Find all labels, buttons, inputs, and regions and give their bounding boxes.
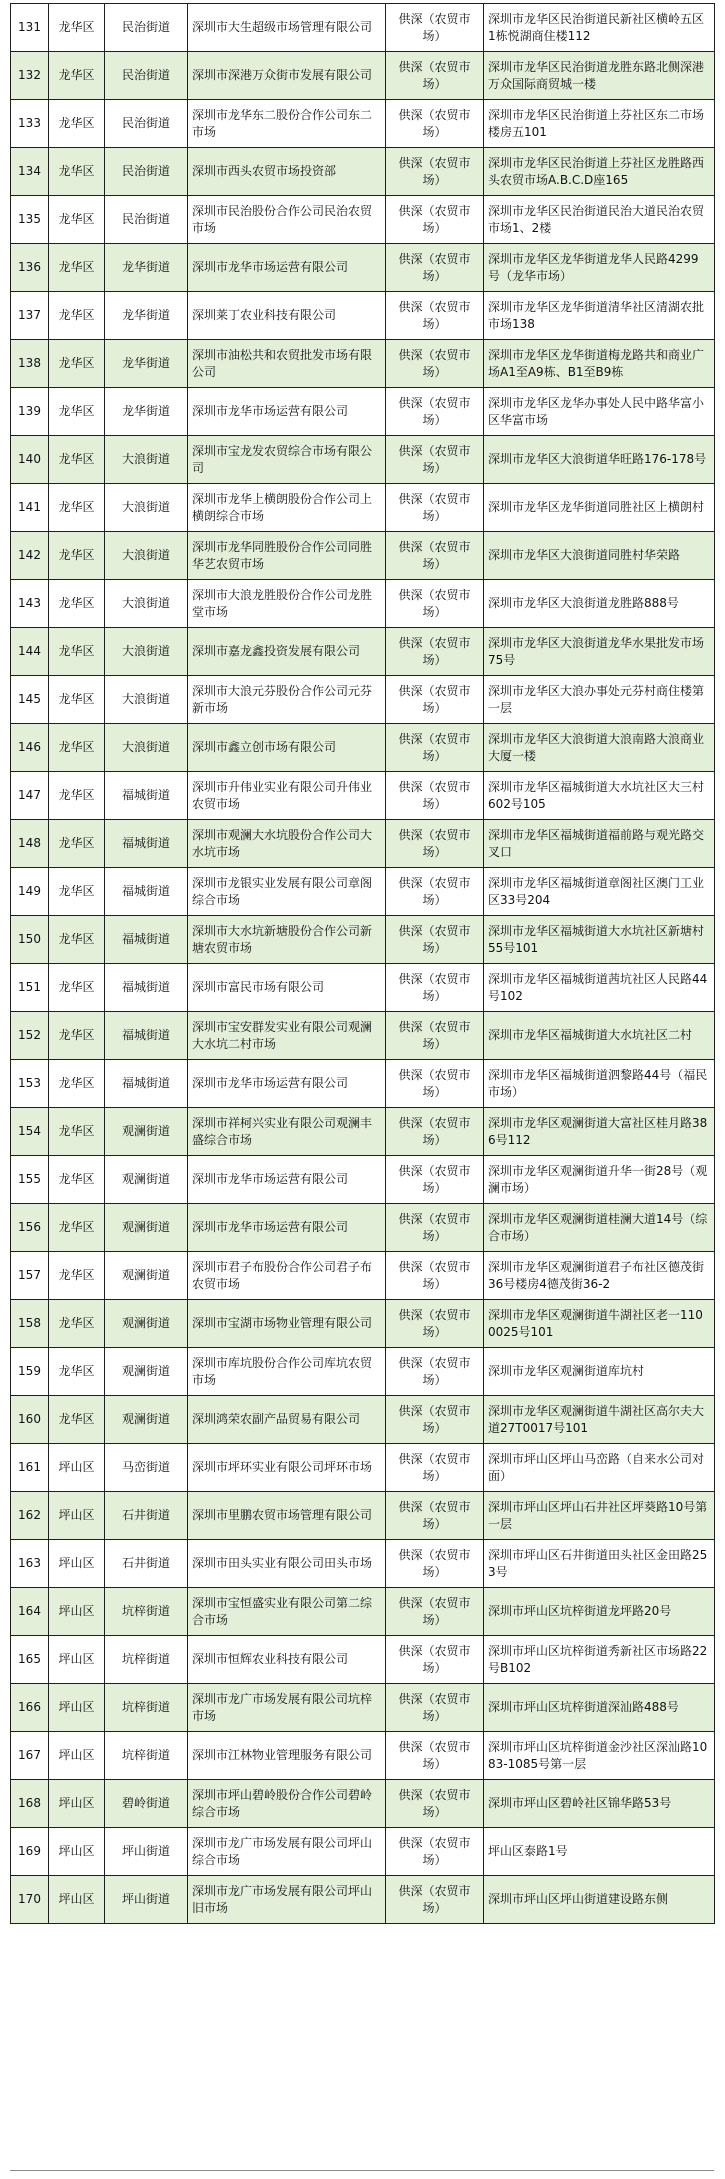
row-number: 138 bbox=[11, 340, 49, 388]
market-type-cell: 供深（农贸市场） bbox=[386, 196, 484, 244]
address-cell: 深圳市龙华区福城街道茜坑社区人民路44号102 bbox=[484, 964, 715, 1012]
market-type-cell: 供深（农贸市场） bbox=[386, 1636, 484, 1684]
address-cell: 深圳市坪山区坪山马峦路（自来水公司对面） bbox=[484, 1444, 715, 1492]
company-name-cell: 深圳市宝恒盛实业有限公司第二综合市场 bbox=[188, 1588, 386, 1636]
address-cell: 深圳市坪山区坑梓街道秀新社区市场路22号B102 bbox=[484, 1636, 715, 1684]
market-type-cell: 供深（农贸市场） bbox=[386, 1252, 484, 1300]
market-type-cell: 供深（农贸市场） bbox=[386, 724, 484, 772]
street-cell: 民治街道 bbox=[105, 4, 188, 52]
table-row bbox=[11, 436, 715, 484]
company-name-cell: 深圳市龙华市场运营有限公司 bbox=[188, 244, 386, 292]
market-type-cell: 供深（农贸市场） bbox=[386, 340, 484, 388]
table-row bbox=[11, 1636, 715, 1684]
market-type-cell: 供深（农贸市场） bbox=[386, 52, 484, 100]
street-cell: 福城街道 bbox=[105, 772, 188, 820]
street-cell: 大浪街道 bbox=[105, 532, 188, 580]
company-name-cell: 深圳市深港万众街市发展有限公司 bbox=[188, 52, 386, 100]
address-cell: 深圳市龙华区观澜街道牛湖社区老一1100025号101 bbox=[484, 1300, 715, 1348]
street-cell: 观澜街道 bbox=[105, 1300, 188, 1348]
address-cell: 深圳市龙华区福城街道章阁社区澳门工业区33号204 bbox=[484, 868, 715, 916]
district-cell: 龙华区 bbox=[49, 676, 105, 724]
company-name-cell: 深圳市祥柯兴实业有限公司观澜丰盛综合市场 bbox=[188, 1108, 386, 1156]
district-cell: 龙华区 bbox=[49, 1156, 105, 1204]
address-cell: 深圳市龙华区福城街道大水坑社区二村 bbox=[484, 1012, 715, 1060]
company-name-cell: 深圳市龙华上横朗股份合作公司上横朗综合市场 bbox=[188, 484, 386, 532]
table-row bbox=[11, 1060, 715, 1108]
address-cell: 深圳市龙华区民治街道民治大道民治农贸市场1、2楼 bbox=[484, 196, 715, 244]
table-row bbox=[11, 52, 715, 100]
district-cell: 龙华区 bbox=[49, 436, 105, 484]
company-name-cell: 深圳市龙华市场运营有限公司 bbox=[188, 1204, 386, 1252]
market-type-cell: 供深（农贸市场） bbox=[386, 1396, 484, 1444]
company-name-cell: 深圳市龙广市场发展有限公司坑梓市场 bbox=[188, 1684, 386, 1732]
table-row bbox=[11, 4, 715, 52]
market-type-cell: 供深（农贸市场） bbox=[386, 1060, 484, 1108]
street-cell: 龙华街道 bbox=[105, 292, 188, 340]
address-cell: 深圳市坪山区坪山街道建设路东侧 bbox=[484, 1876, 715, 1924]
company-name-cell: 深圳鸿荣农副产品贸易有限公司 bbox=[188, 1396, 386, 1444]
street-cell: 石井街道 bbox=[105, 1540, 188, 1588]
address-cell: 深圳市坪山区碧岭社区锦华路53号 bbox=[484, 1780, 715, 1828]
district-cell: 龙华区 bbox=[49, 244, 105, 292]
street-cell: 坑梓街道 bbox=[105, 1636, 188, 1684]
market-type-cell: 供深（农贸市场） bbox=[386, 772, 484, 820]
table-row bbox=[11, 148, 715, 196]
row-number: 158 bbox=[11, 1300, 49, 1348]
row-number: 133 bbox=[11, 100, 49, 148]
street-cell: 龙华街道 bbox=[105, 388, 188, 436]
row-number: 140 bbox=[11, 436, 49, 484]
company-name-cell: 深圳市坪环实业有限公司坪环市场 bbox=[188, 1444, 386, 1492]
address-cell: 深圳市坪山区石井街道田头社区金田路253号 bbox=[484, 1540, 715, 1588]
company-name-cell: 深圳市龙华市场运营有限公司 bbox=[188, 1060, 386, 1108]
company-name-cell: 深圳市龙华市场运营有限公司 bbox=[188, 388, 386, 436]
district-cell: 龙华区 bbox=[49, 1060, 105, 1108]
market-type-cell: 供深（农贸市场） bbox=[386, 1348, 484, 1396]
street-cell: 观澜街道 bbox=[105, 1204, 188, 1252]
street-cell: 坪山街道 bbox=[105, 1828, 188, 1876]
market-type-cell: 供深（农贸市场） bbox=[386, 1156, 484, 1204]
district-cell: 龙华区 bbox=[49, 820, 105, 868]
market-type-cell: 供深（农贸市场） bbox=[386, 1828, 484, 1876]
street-cell: 观澜街道 bbox=[105, 1252, 188, 1300]
company-name-cell: 深圳市恒辉农业科技有限公司 bbox=[188, 1636, 386, 1684]
company-name-cell: 深圳市宝湖市场物业管理有限公司 bbox=[188, 1300, 386, 1348]
row-number: 165 bbox=[11, 1636, 49, 1684]
address-cell: 深圳市龙华区福城街道泗黎路44号（福民市场） bbox=[484, 1060, 715, 1108]
page-bottom-rule bbox=[10, 2170, 714, 2171]
street-cell: 观澜街道 bbox=[105, 1108, 188, 1156]
market-type-cell: 供深（农贸市场） bbox=[386, 1588, 484, 1636]
row-number: 154 bbox=[11, 1108, 49, 1156]
address-cell: 深圳市龙华区大浪街道华旺路176-178号 bbox=[484, 436, 715, 484]
table-row bbox=[11, 1876, 715, 1924]
district-cell: 坪山区 bbox=[49, 1828, 105, 1876]
company-name-cell: 深圳市里鹏农贸市场管理有限公司 bbox=[188, 1492, 386, 1540]
table-row bbox=[11, 1588, 715, 1636]
district-cell: 坪山区 bbox=[49, 1636, 105, 1684]
street-cell: 福城街道 bbox=[105, 1012, 188, 1060]
address-cell: 深圳市龙华区龙华街道龙华人民路4299号（龙华市场） bbox=[484, 244, 715, 292]
district-cell: 坪山区 bbox=[49, 1444, 105, 1492]
table-row bbox=[11, 628, 715, 676]
row-number: 147 bbox=[11, 772, 49, 820]
market-type-cell: 供深（农贸市场） bbox=[386, 1876, 484, 1924]
market-type-cell: 供深（农贸市场） bbox=[386, 580, 484, 628]
row-number: 143 bbox=[11, 580, 49, 628]
company-name-cell: 深圳市大生超级市场管理有限公司 bbox=[188, 4, 386, 52]
row-number: 161 bbox=[11, 1444, 49, 1492]
table-row bbox=[11, 820, 715, 868]
row-number: 157 bbox=[11, 1252, 49, 1300]
company-name-cell: 深圳市龙广市场发展有限公司坪山旧市场 bbox=[188, 1876, 386, 1924]
table-row bbox=[11, 196, 715, 244]
company-name-cell: 深圳市江林物业管理服务有限公司 bbox=[188, 1732, 386, 1780]
table-row bbox=[11, 916, 715, 964]
street-cell: 龙华街道 bbox=[105, 244, 188, 292]
address-cell: 深圳市龙华区大浪街道龙胜路888号 bbox=[484, 580, 715, 628]
district-cell: 龙华区 bbox=[49, 868, 105, 916]
table-body bbox=[11, 4, 715, 1924]
market-type-cell: 供深（农贸市场） bbox=[386, 148, 484, 196]
district-cell: 坪山区 bbox=[49, 1780, 105, 1828]
row-number: 144 bbox=[11, 628, 49, 676]
address-cell: 深圳市龙华区龙华街道梅龙路共和商业广场A1至A9栋、B1至B9栋 bbox=[484, 340, 715, 388]
market-type-cell: 供深（农贸市场） bbox=[386, 484, 484, 532]
street-cell: 观澜街道 bbox=[105, 1348, 188, 1396]
table-row bbox=[11, 1540, 715, 1588]
row-number: 156 bbox=[11, 1204, 49, 1252]
row-number: 132 bbox=[11, 52, 49, 100]
row-number: 162 bbox=[11, 1492, 49, 1540]
district-cell: 龙华区 bbox=[49, 1300, 105, 1348]
district-cell: 龙华区 bbox=[49, 484, 105, 532]
district-cell: 龙华区 bbox=[49, 628, 105, 676]
market-type-cell: 供深（农贸市场） bbox=[386, 532, 484, 580]
row-number: 152 bbox=[11, 1012, 49, 1060]
address-cell: 深圳市坪山区坪山石井社区坪葵路10号第一层 bbox=[484, 1492, 715, 1540]
street-cell: 观澜街道 bbox=[105, 1396, 188, 1444]
market-type-cell: 供深（农贸市场） bbox=[386, 820, 484, 868]
table-row bbox=[11, 1828, 715, 1876]
market-type-cell: 供深（农贸市场） bbox=[386, 1780, 484, 1828]
district-cell: 龙华区 bbox=[49, 52, 105, 100]
table-row bbox=[11, 292, 715, 340]
street-cell: 观澜街道 bbox=[105, 1156, 188, 1204]
company-name-cell: 深圳市大浪元芬股份合作公司元芬新市场 bbox=[188, 676, 386, 724]
table-row bbox=[11, 964, 715, 1012]
address-cell: 深圳市龙华区大浪办事处元芬村商住楼第一层 bbox=[484, 676, 715, 724]
table-row bbox=[11, 724, 715, 772]
address-cell: 深圳市龙华区民治街道上芬社区东二市场楼房五101 bbox=[484, 100, 715, 148]
district-cell: 龙华区 bbox=[49, 724, 105, 772]
table-row bbox=[11, 580, 715, 628]
company-name-cell: 深圳市西头农贸市场投资部 bbox=[188, 148, 386, 196]
address-cell: 深圳市龙华区福城街道大水坑社区大三村602号105 bbox=[484, 772, 715, 820]
table-row bbox=[11, 868, 715, 916]
street-cell: 福城街道 bbox=[105, 1060, 188, 1108]
row-number: 153 bbox=[11, 1060, 49, 1108]
district-cell: 龙华区 bbox=[49, 1204, 105, 1252]
table-row bbox=[11, 1108, 715, 1156]
street-cell: 坑梓街道 bbox=[105, 1588, 188, 1636]
company-name-cell: 深圳市宝龙发农贸综合市场有限公司 bbox=[188, 436, 386, 484]
company-name-cell: 深圳市库坑股份合作公司库坑农贸市场 bbox=[188, 1348, 386, 1396]
street-cell: 大浪街道 bbox=[105, 628, 188, 676]
district-cell: 坪山区 bbox=[49, 1684, 105, 1732]
market-type-cell: 供深（农贸市场） bbox=[386, 1684, 484, 1732]
company-name-cell: 深圳市油松共和农贸批发市场有限公司 bbox=[188, 340, 386, 388]
address-cell: 深圳市龙华区龙华街道同胜社区上横朗村 bbox=[484, 484, 715, 532]
company-name-cell: 深圳市龙广市场发展有限公司坪山综合市场 bbox=[188, 1828, 386, 1876]
street-cell: 民治街道 bbox=[105, 148, 188, 196]
company-name-cell: 深圳市田头实业有限公司田头市场 bbox=[188, 1540, 386, 1588]
row-number: 166 bbox=[11, 1684, 49, 1732]
company-name-cell: 深圳市君子布股份合作公司君子布农贸市场 bbox=[188, 1252, 386, 1300]
market-type-cell: 供深（农贸市场） bbox=[386, 868, 484, 916]
district-cell: 龙华区 bbox=[49, 1348, 105, 1396]
company-name-cell: 深圳市大水坑新塘股份合作公司新塘农贸市场 bbox=[188, 916, 386, 964]
table-row bbox=[11, 1684, 715, 1732]
district-cell: 龙华区 bbox=[49, 580, 105, 628]
street-cell: 碧岭街道 bbox=[105, 1780, 188, 1828]
market-type-cell: 供深（农贸市场） bbox=[386, 244, 484, 292]
address-cell: 深圳市龙华区民治街道龙胜东路北侧深港万众国际商贸城一楼 bbox=[484, 52, 715, 100]
table-row bbox=[11, 1396, 715, 1444]
row-number: 170 bbox=[11, 1876, 49, 1924]
street-cell: 福城街道 bbox=[105, 820, 188, 868]
district-cell: 龙华区 bbox=[49, 916, 105, 964]
table-row bbox=[11, 1732, 715, 1780]
district-cell: 龙华区 bbox=[49, 532, 105, 580]
row-number: 149 bbox=[11, 868, 49, 916]
district-cell: 龙华区 bbox=[49, 100, 105, 148]
row-number: 131 bbox=[11, 4, 49, 52]
street-cell: 坑梓街道 bbox=[105, 1732, 188, 1780]
district-cell: 坪山区 bbox=[49, 1732, 105, 1780]
market-type-cell: 供深（农贸市场） bbox=[386, 628, 484, 676]
table-row bbox=[11, 772, 715, 820]
company-name-cell: 深圳市龙华东二股份合作公司东二市场 bbox=[188, 100, 386, 148]
address-cell: 深圳市龙华区观澜街道桂澜大道14号（综合市场） bbox=[484, 1204, 715, 1252]
market-type-cell: 供深（农贸市场） bbox=[386, 1012, 484, 1060]
table-row bbox=[11, 100, 715, 148]
table-row bbox=[11, 1012, 715, 1060]
address-cell: 深圳市坪山区坑梓街道龙坪路20号 bbox=[484, 1588, 715, 1636]
table-row bbox=[11, 244, 715, 292]
district-cell: 龙华区 bbox=[49, 388, 105, 436]
address-cell: 深圳市龙华区大浪街道大浪南路大浪商业大厦一楼 bbox=[484, 724, 715, 772]
company-name-cell: 深圳市观澜大水坑股份合作公司大水坑市场 bbox=[188, 820, 386, 868]
street-cell: 大浪街道 bbox=[105, 676, 188, 724]
row-number: 159 bbox=[11, 1348, 49, 1396]
table-row bbox=[11, 676, 715, 724]
row-number: 145 bbox=[11, 676, 49, 724]
street-cell: 马峦街道 bbox=[105, 1444, 188, 1492]
district-cell: 龙华区 bbox=[49, 292, 105, 340]
table-row bbox=[11, 1300, 715, 1348]
market-table bbox=[10, 3, 715, 1924]
street-cell: 民治街道 bbox=[105, 196, 188, 244]
street-cell: 大浪街道 bbox=[105, 484, 188, 532]
market-type-cell: 供深（农贸市场） bbox=[386, 1444, 484, 1492]
market-type-cell: 供深（农贸市场） bbox=[386, 1540, 484, 1588]
company-name-cell: 深圳莱丁农业科技有限公司 bbox=[188, 292, 386, 340]
address-cell: 深圳市龙华区观澜街道君子布社区德茂街36号楼房4德茂街36-2 bbox=[484, 1252, 715, 1300]
company-name-cell: 深圳市升伟业实业有限公司升伟业农贸市场 bbox=[188, 772, 386, 820]
address-cell: 深圳市坪山区坑梓街道金沙社区深汕路1083-1085号第一层 bbox=[484, 1732, 715, 1780]
market-type-cell: 供深（农贸市场） bbox=[386, 292, 484, 340]
market-type-cell: 供深（农贸市场） bbox=[386, 964, 484, 1012]
table-row bbox=[11, 1252, 715, 1300]
street-cell: 大浪街道 bbox=[105, 436, 188, 484]
street-cell: 石井街道 bbox=[105, 1492, 188, 1540]
table-row bbox=[11, 340, 715, 388]
row-number: 150 bbox=[11, 916, 49, 964]
row-number: 137 bbox=[11, 292, 49, 340]
market-type-cell: 供深（农贸市场） bbox=[386, 4, 484, 52]
street-cell: 民治街道 bbox=[105, 52, 188, 100]
row-number: 164 bbox=[11, 1588, 49, 1636]
market-type-cell: 供深（农贸市场） bbox=[386, 100, 484, 148]
table-row bbox=[11, 1156, 715, 1204]
district-cell: 坪山区 bbox=[49, 1588, 105, 1636]
table-row bbox=[11, 1444, 715, 1492]
street-cell: 民治街道 bbox=[105, 100, 188, 148]
address-cell: 深圳市龙华区观澜街道大富社区桂月路386号112 bbox=[484, 1108, 715, 1156]
company-name-cell: 深圳市嘉龙鑫投资发展有限公司 bbox=[188, 628, 386, 676]
district-cell: 龙华区 bbox=[49, 772, 105, 820]
district-cell: 龙华区 bbox=[49, 964, 105, 1012]
address-cell: 深圳市龙华区观澜街道库坑村 bbox=[484, 1348, 715, 1396]
row-number: 142 bbox=[11, 532, 49, 580]
district-cell: 龙华区 bbox=[49, 1252, 105, 1300]
row-number: 139 bbox=[11, 388, 49, 436]
district-cell: 坪山区 bbox=[49, 1492, 105, 1540]
address-cell: 深圳市龙华区大浪街道龙华水果批发市场75号 bbox=[484, 628, 715, 676]
company-name-cell: 深圳市龙华市场运营有限公司 bbox=[188, 1156, 386, 1204]
row-number: 151 bbox=[11, 964, 49, 1012]
table-row bbox=[11, 388, 715, 436]
table-row bbox=[11, 1780, 715, 1828]
street-cell: 大浪街道 bbox=[105, 724, 188, 772]
address-cell: 深圳市龙华区龙华街道清华社区清湖农批市场138 bbox=[484, 292, 715, 340]
street-cell: 坪山街道 bbox=[105, 1876, 188, 1924]
district-cell: 龙华区 bbox=[49, 1108, 105, 1156]
row-number: 168 bbox=[11, 1780, 49, 1828]
address-cell: 坪山区泰路1号 bbox=[484, 1828, 715, 1876]
street-cell: 坑梓街道 bbox=[105, 1684, 188, 1732]
market-type-cell: 供深（农贸市场） bbox=[386, 916, 484, 964]
district-cell: 龙华区 bbox=[49, 148, 105, 196]
row-number: 155 bbox=[11, 1156, 49, 1204]
company-name-cell: 深圳市坪山碧岭股份合作公司碧岭综合市场 bbox=[188, 1780, 386, 1828]
address-cell: 深圳市龙华区大浪街道同胜村华荣路 bbox=[484, 532, 715, 580]
table-row bbox=[11, 1348, 715, 1396]
address-cell: 深圳市龙华区龙华办事处人民中路华富小区华富市场 bbox=[484, 388, 715, 436]
company-name-cell: 深圳市龙华同胜股份合作公司同胜华艺农贸市场 bbox=[188, 532, 386, 580]
address-cell: 深圳市龙华区福城街道福前路与观光路交叉口 bbox=[484, 820, 715, 868]
company-name-cell: 深圳市民治股份合作公司民治农贸市场 bbox=[188, 196, 386, 244]
district-cell: 龙华区 bbox=[49, 4, 105, 52]
address-cell: 深圳市坪山区坑梓街道深汕路488号 bbox=[484, 1684, 715, 1732]
street-cell: 龙华街道 bbox=[105, 340, 188, 388]
district-cell: 龙华区 bbox=[49, 1012, 105, 1060]
street-cell: 福城街道 bbox=[105, 868, 188, 916]
street-cell: 大浪街道 bbox=[105, 580, 188, 628]
table-row bbox=[11, 484, 715, 532]
address-cell: 深圳市龙华区观澜街道牛湖社区高尔夫大道27T0017号101 bbox=[484, 1396, 715, 1444]
row-number: 134 bbox=[11, 148, 49, 196]
district-cell: 龙华区 bbox=[49, 196, 105, 244]
company-name-cell: 深圳市鑫立创市场有限公司 bbox=[188, 724, 386, 772]
market-type-cell: 供深（农贸市场） bbox=[386, 388, 484, 436]
address-cell: 深圳市龙华区民治街道上芬社区龙胜路西头农贸市场A.B.C.D座165 bbox=[484, 148, 715, 196]
market-type-cell: 供深（农贸市场） bbox=[386, 1108, 484, 1156]
company-name-cell: 深圳市宝安群发实业有限公司观澜大水坑二村市场 bbox=[188, 1012, 386, 1060]
row-number: 136 bbox=[11, 244, 49, 292]
row-number: 146 bbox=[11, 724, 49, 772]
market-type-cell: 供深（农贸市场） bbox=[386, 436, 484, 484]
table-row bbox=[11, 532, 715, 580]
table-row bbox=[11, 1492, 715, 1540]
address-cell: 深圳市龙华区福城街道大水坑社区新塘村55号101 bbox=[484, 916, 715, 964]
district-cell: 龙华区 bbox=[49, 1396, 105, 1444]
district-cell: 坪山区 bbox=[49, 1540, 105, 1588]
market-type-cell: 供深（农贸市场） bbox=[386, 1204, 484, 1252]
address-cell: 深圳市龙华区民治街道民新社区横岭五区1栋悦湖商住楼112 bbox=[484, 4, 715, 52]
company-name-cell: 深圳市龙银实业发展有限公司章阁综合市场 bbox=[188, 868, 386, 916]
row-number: 141 bbox=[11, 484, 49, 532]
company-name-cell: 深圳市富民市场有限公司 bbox=[188, 964, 386, 1012]
market-type-cell: 供深（农贸市场） bbox=[386, 1732, 484, 1780]
district-cell: 龙华区 bbox=[49, 340, 105, 388]
market-type-cell: 供深（农贸市场） bbox=[386, 1300, 484, 1348]
row-number: 163 bbox=[11, 1540, 49, 1588]
street-cell: 福城街道 bbox=[105, 964, 188, 1012]
street-cell: 福城街道 bbox=[105, 916, 188, 964]
table-row bbox=[11, 1204, 715, 1252]
market-type-cell: 供深（农贸市场） bbox=[386, 1492, 484, 1540]
district-cell: 坪山区 bbox=[49, 1876, 105, 1924]
row-number: 167 bbox=[11, 1732, 49, 1780]
row-number: 148 bbox=[11, 820, 49, 868]
row-number: 160 bbox=[11, 1396, 49, 1444]
row-number: 169 bbox=[11, 1828, 49, 1876]
company-name-cell: 深圳市大浪龙胜股份合作公司龙胜堂市场 bbox=[188, 580, 386, 628]
address-cell: 深圳市龙华区观澜街道升华一街28号（观澜市场） bbox=[484, 1156, 715, 1204]
row-number: 135 bbox=[11, 196, 49, 244]
market-type-cell: 供深（农贸市场） bbox=[386, 676, 484, 724]
